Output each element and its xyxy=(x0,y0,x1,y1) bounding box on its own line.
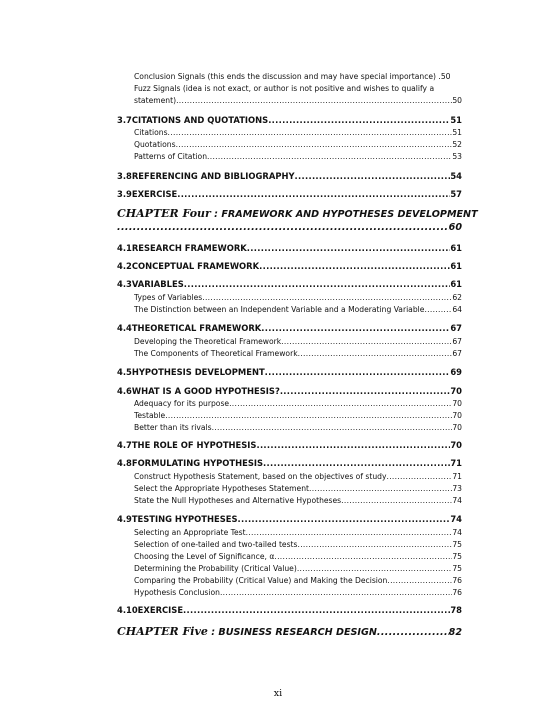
toc-entry-distinction[interactable] xyxy=(134,305,462,314)
toc-entry-testable[interactable] xyxy=(134,411,462,420)
chapter-word: CHAPTER Five xyxy=(117,625,208,638)
dot-leader xyxy=(265,367,451,377)
section-title: REFERENCING AND BIBLIOGRAPHY xyxy=(131,171,295,181)
chapter-title: : BUSINESS RESEARCH DESIGN xyxy=(207,627,377,638)
toc-entry-page: 62 xyxy=(452,293,462,302)
toc-entry-fuzz-signals[interactable] xyxy=(134,96,462,105)
dot-leader xyxy=(295,171,451,181)
toc-entry-conclusion-signals[interactable] xyxy=(134,72,462,81)
section-number: 3.8 xyxy=(117,171,132,181)
page-number: xi xyxy=(273,688,283,699)
dot-leader xyxy=(176,140,453,149)
chapter-page: 82 xyxy=(448,627,462,638)
toc-section-4-10[interactable] xyxy=(117,605,462,615)
dot-leader xyxy=(177,189,450,199)
toc-entry-label: Developing the Theoretical Framework xyxy=(134,337,282,346)
toc-chapter-four-leader[interactable] xyxy=(117,222,462,233)
section-title: CONCEPTUAL FRAMEWORK xyxy=(131,261,260,271)
dot-leader xyxy=(220,588,452,597)
dot-leader xyxy=(183,605,450,615)
toc-section-4-3[interactable] xyxy=(117,279,462,289)
section-page: 51 xyxy=(450,115,462,125)
toc-entry-label: Select the Appropriate Hypotheses Statement xyxy=(134,484,310,493)
dot-leader xyxy=(387,576,452,585)
toc-entry-select-hypotheses[interactable] xyxy=(134,484,462,493)
toc-section-4-5[interactable] xyxy=(117,367,462,377)
toc-entry-label: The Distinction between an Independent Variable and a Moderating Variable xyxy=(134,305,425,314)
section-page: 71 xyxy=(450,458,462,468)
section-page: 57 xyxy=(450,189,462,199)
toc-entry-selection-tails[interactable] xyxy=(134,540,462,549)
section-page: 69 xyxy=(450,367,462,377)
section-number: 4.1 xyxy=(117,243,132,253)
toc-entry-construct[interactable] xyxy=(134,472,462,481)
toc-entry-patterns-of-citation[interactable] xyxy=(134,152,462,161)
toc-entry-page: 71 xyxy=(452,472,462,481)
toc-entry-page: 75 xyxy=(452,540,462,549)
section-page: 78 xyxy=(450,605,462,615)
chapter-title: : FRAMEWORK AND HYPOTHESES DEVELOPMENT xyxy=(210,209,478,220)
toc-entry-citations[interactable] xyxy=(134,128,462,137)
section-number: 4.2 xyxy=(117,261,132,271)
toc-entry-label: Determining the Probability (Critical Value) xyxy=(134,564,297,573)
dot-leader xyxy=(386,472,452,481)
section-number: 4.6 xyxy=(117,386,132,396)
toc-entry-hypothesis-conclusion[interactable] xyxy=(134,588,462,597)
dot-leader xyxy=(263,458,450,468)
toc-entry-label: Choosing the Level of Significance, α xyxy=(134,552,275,561)
section-number: 4.4 xyxy=(117,323,132,333)
dot-leader xyxy=(229,399,452,408)
toc-section-4-6[interactable] xyxy=(117,386,462,396)
section-page: 67 xyxy=(450,323,462,333)
toc-entry-label: Quotations xyxy=(134,140,176,149)
dot-leader xyxy=(280,386,451,396)
toc-entry-page: 76 xyxy=(452,576,462,585)
toc-entry-label: State the Null Hypotheses and Alternative Hypotheses xyxy=(134,496,342,505)
toc-entry-page: 67 xyxy=(452,337,462,346)
toc-entry-page: 76 xyxy=(452,588,462,597)
toc-entry-fuzz-signals-line1[interactable]: Fuzz Signals (idea is not exact, or author is not positive and wishes to qualify a xyxy=(134,84,435,93)
section-title: VARIABLES xyxy=(131,279,184,289)
toc-entry-state-null[interactable] xyxy=(134,496,462,505)
section-title: EXERCISE xyxy=(131,189,178,199)
section-number: 3.7 xyxy=(117,115,132,125)
section-page: 61 xyxy=(450,261,462,271)
dot-leader xyxy=(424,305,452,314)
dot-leader xyxy=(165,411,452,420)
toc-entry-page: 52 xyxy=(452,140,462,149)
dot-leader xyxy=(281,337,452,346)
toc-section-3-7[interactable] xyxy=(117,115,462,125)
dot-leader xyxy=(309,484,452,493)
toc-entry-components-tf[interactable] xyxy=(134,349,462,358)
toc-entry-label: Conclusion Signals (this ends the discussion and may have special importance) . xyxy=(134,72,441,81)
section-title: HYPOTHESIS DEVELOPMENT xyxy=(131,367,265,377)
section-title: TESTING HYPOTHESES xyxy=(131,514,238,524)
chapter-word: CHAPTER Four xyxy=(117,207,211,220)
toc-entry-label: Selection of one-tailed and two-tailed tests xyxy=(134,540,298,549)
toc-section-4-7[interactable] xyxy=(117,440,462,450)
toc-entry-adequacy[interactable] xyxy=(134,399,462,408)
section-title: THE ROLE OF HYPOTHESIS xyxy=(131,440,257,450)
dot-leader xyxy=(259,261,450,271)
toc-chapter-five[interactable] xyxy=(117,625,462,638)
dot-leader xyxy=(176,96,452,105)
dot-leader xyxy=(256,440,450,450)
section-title: RESEARCH FRAMEWORK xyxy=(131,243,247,253)
toc-entry-page: 73 xyxy=(452,484,462,493)
toc-entry-choosing-level[interactable] xyxy=(134,552,462,561)
dot-leader xyxy=(246,528,453,537)
section-title: FORMULATING HYPOTHESIS xyxy=(131,458,264,468)
section-number: 3.9 xyxy=(117,189,132,199)
section-number: 4.8 xyxy=(117,458,132,468)
section-title: EXERCISE xyxy=(137,605,184,615)
dot-leader xyxy=(298,349,453,358)
section-page: 61 xyxy=(450,279,462,289)
section-title: WHAT IS A GOOD HYPOTHESIS? xyxy=(131,386,280,396)
section-number: 4.5 xyxy=(117,367,132,377)
toc-entry-selecting-test[interactable] xyxy=(134,528,462,537)
toc-entry-label: Testable xyxy=(134,411,166,420)
toc-entry-label: The Components of Theoretical Framework xyxy=(134,349,298,358)
dot-leader xyxy=(184,279,451,289)
toc-entry-page: 67 xyxy=(452,349,462,358)
toc-entry-label: Construct Hypothesis Statement, based on the objectives of study xyxy=(134,472,387,481)
section-page: 70 xyxy=(450,440,462,450)
section-page: 70 xyxy=(450,386,462,396)
toc-section-4-4[interactable] xyxy=(117,323,462,333)
toc-section-4-1[interactable] xyxy=(117,243,462,253)
toc-entry-page: 50 xyxy=(440,72,451,81)
toc-entry-label: Selecting an Appropriate Test xyxy=(134,528,246,537)
toc-entry-page: 75 xyxy=(452,552,462,561)
toc-entry-page: 70 xyxy=(452,399,462,408)
dot-leader xyxy=(168,128,453,137)
toc-entry-page: 75 xyxy=(452,564,462,573)
toc-entry-developing-tf[interactable] xyxy=(134,337,462,346)
section-number: 4.9 xyxy=(117,514,132,524)
toc-entry-types-of-variables[interactable] xyxy=(134,293,462,302)
toc-entry-determining[interactable] xyxy=(134,564,462,573)
dot-leader xyxy=(377,627,449,638)
toc-entry-label: Types of Variables xyxy=(134,293,203,302)
toc-section-3-9[interactable] xyxy=(117,189,462,199)
toc-entry-comparing[interactable] xyxy=(134,576,462,585)
toc-entry-label: Patterns of Citation xyxy=(134,152,208,161)
section-title: THEORETICAL FRAMEWORK xyxy=(131,323,262,333)
toc-entry-page: 64 xyxy=(452,305,462,314)
dot-leader xyxy=(202,293,452,302)
toc-entry-quotations[interactable] xyxy=(134,140,462,149)
section-page: 54 xyxy=(450,171,462,181)
toc-entry-page: 51 xyxy=(452,128,462,137)
dot-leader xyxy=(207,152,452,161)
toc-section-4-8[interactable] xyxy=(117,458,462,468)
toc-section-3-8[interactable] xyxy=(117,171,462,181)
dot-leader xyxy=(247,243,451,253)
dot-leader xyxy=(268,115,450,125)
toc-entry-label: Comparing the Probability (Critical Value) and Making the Decision xyxy=(134,576,388,585)
section-page: 74 xyxy=(450,514,462,524)
toc-entry-page: 50 xyxy=(452,96,462,105)
toc-entry-page: 70 xyxy=(452,411,462,420)
toc-entry-label: Hypothesis Conclusion xyxy=(134,588,220,597)
section-page: 61 xyxy=(450,243,462,253)
dot-leader xyxy=(297,540,452,549)
dot-leader xyxy=(212,423,453,432)
dot-leader xyxy=(341,496,452,505)
toc-entry-label: Better than its rivals xyxy=(134,423,212,432)
toc-entry-page: 74 xyxy=(452,496,462,505)
section-title: CITATIONS AND QUOTATIONS xyxy=(131,115,269,125)
section-number: 4.3 xyxy=(117,279,132,289)
section-number: 4.7 xyxy=(117,440,132,450)
toc-section-4-9[interactable] xyxy=(117,514,462,524)
chapter-heading xyxy=(117,625,377,638)
dot-leader xyxy=(261,323,450,333)
toc-section-4-2[interactable] xyxy=(117,261,462,271)
dot-leader xyxy=(117,222,449,233)
toc-entry-label: Adequacy for its purpose xyxy=(134,399,230,408)
toc-entry-label: statement) xyxy=(134,96,177,105)
section-number: 4.10 xyxy=(117,605,138,615)
dot-leader xyxy=(274,552,452,561)
chapter-page: 60 xyxy=(448,222,462,233)
dot-leader xyxy=(297,564,453,573)
toc-entry-page: 53 xyxy=(452,152,462,161)
toc-entry-page: 70 xyxy=(452,423,462,432)
toc-entry-better-than-rivals[interactable] xyxy=(134,423,462,432)
toc-entry-page: 74 xyxy=(452,528,462,537)
dot-leader xyxy=(238,514,451,524)
toc-entry-label: Citations xyxy=(134,128,168,137)
toc-chapter-four-title[interactable] xyxy=(117,207,478,220)
